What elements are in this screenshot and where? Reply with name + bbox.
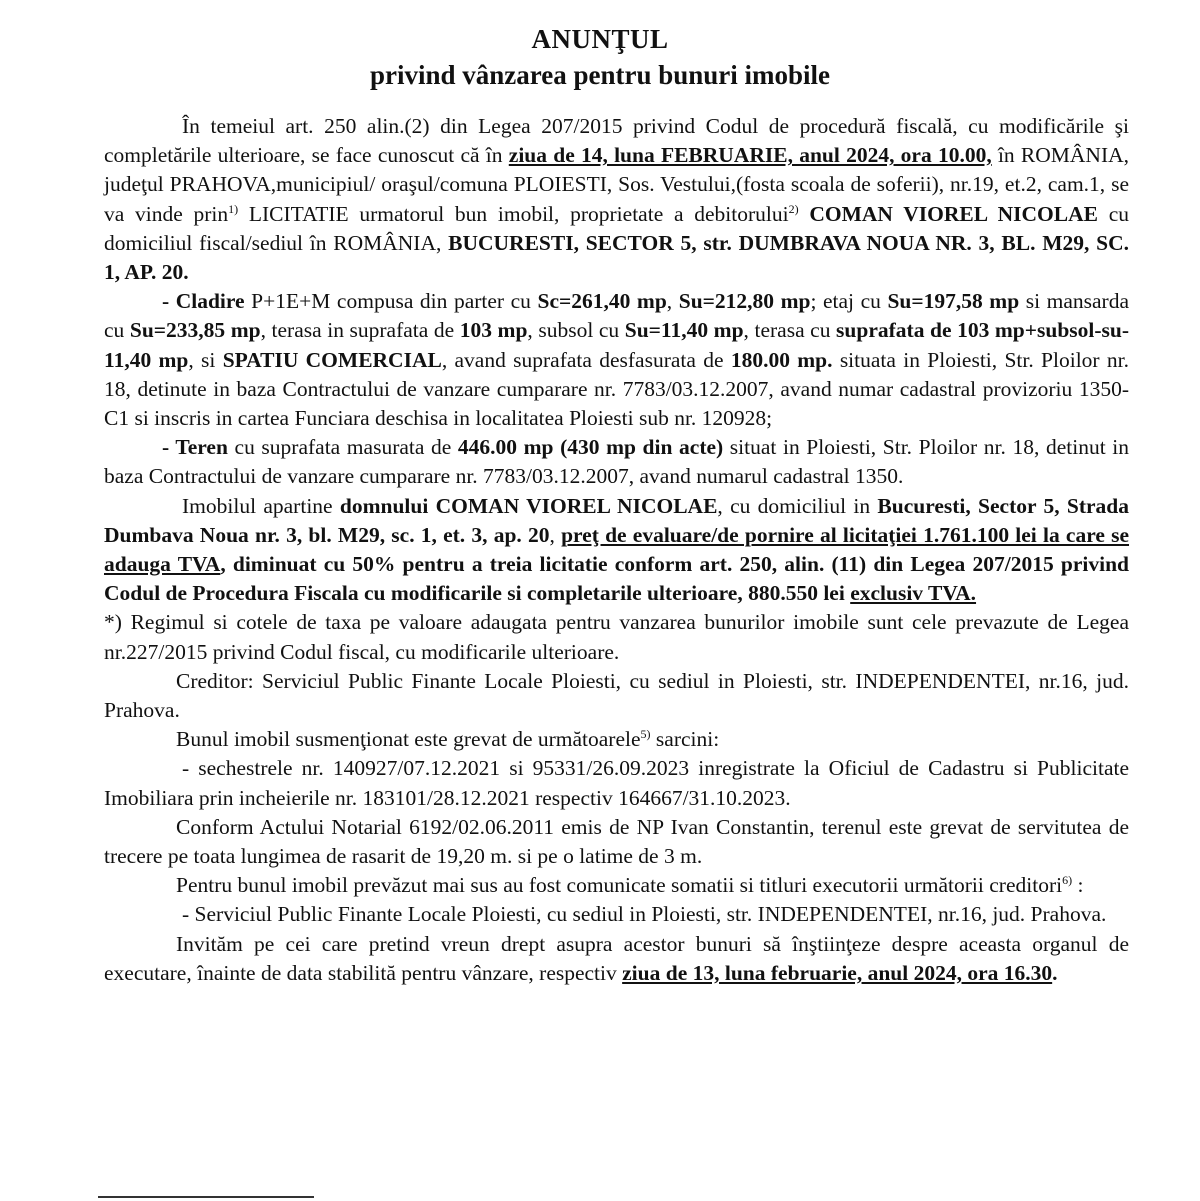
- value: Su=197,58 mp: [887, 289, 1020, 314]
- text: Invităm pe cei care pretind vreun drept asupra acestor bunuri să înştiinţeze despre aceasta organul de executare, înainte de data stabilită pentru vânzare, respectiv: [104, 931, 1129, 985]
- paragraph-seizures: - sechestrele nr. 140927/07.12.2021 si 95331/26.09.2023 inregistrate la Oficiul de Cadastru si Publicitate Imobiliara prin incheierile nr. 183101/28.12.2021 respectiv 164667/31.10.2023.: [104, 756, 1129, 810]
- value: Su=233,85 mp: [129, 318, 261, 343]
- footnote-marker: 1): [228, 201, 239, 216]
- value: 103 mp: [459, 318, 528, 343]
- paragraph-land: [104, 433, 1129, 491]
- text: , terasa in suprafata de: [260, 318, 460, 343]
- document-title: ANUNŢUL: [531, 24, 669, 54]
- text: , si: [188, 347, 223, 372]
- text: :: [1072, 873, 1084, 898]
- debtor-name: COMAN VIOREL NICOLAE: [809, 201, 1098, 226]
- text: [799, 202, 810, 226]
- text: Bunul imobil susmenţionat este grevat de următoarele: [176, 727, 641, 752]
- building-label: - Cladire: [162, 289, 245, 314]
- text: , subsol cu: [527, 318, 625, 343]
- paragraph-creditor: Creditor: Serviciul Public Finante Locale Ploiesti, cu sediul in Ploiesti, str. INDEPENDENTEI, nr.16, jud. Prahova.: [104, 668, 1129, 723]
- value: SPATIU COMERCIAL: [222, 347, 442, 372]
- text: LICITATIE urmatorul bun imobil, proprietate a debitorului: [238, 201, 789, 226]
- text: .: [1052, 960, 1058, 985]
- paragraph-creditor-list: - Serviciul Public Finante Locale Ploiesti, cu sediul in Ploiesti, str. INDEPENDENTEI, nr.16, jud. Prahova.: [182, 902, 1107, 927]
- text: cu domiciliul fiscal/sediul în ROMÂNIA,: [104, 201, 1129, 255]
- text: , terasa cu: [743, 318, 837, 343]
- land-label: - Teren: [162, 435, 228, 460]
- paragraph-vat-footnote: *) Regimul si cotele de taxa pe valoare adaugata pentru vanzarea bunurilor imobile sunt cele prevazute de Legea nr.227/2015 privind Codul fiscal, cu modificarile ulterioare.: [104, 610, 1129, 664]
- footnote-marker: 6): [1062, 873, 1073, 888]
- value: 446.00 mp (430 mp din acte): [457, 435, 724, 460]
- value: Su=212,80 mp: [678, 289, 811, 314]
- text: Imobilul apartine: [182, 493, 340, 518]
- debtor-address: BUCURESTI, SECTOR 5, str. DUMBRAVA NOUA NR. 3, BL. M29, SC. 1, AP. 20.: [104, 230, 1130, 285]
- paragraph-easement: Conform Actului Notarial 6192/02.06.2011 emis de NP Ivan Constantin, terenul este grevat de servitutea de trecere pe toata lungimea de rasarit de 19,20 m. si pe o latime de 3 m.: [104, 814, 1129, 869]
- paragraph-owner-price: [104, 492, 1129, 609]
- footnote-marker: 5): [640, 727, 651, 742]
- value: Su=11,40 mp: [624, 318, 744, 343]
- text: si mansarda cu: [104, 289, 1129, 343]
- footnote-marker: 2): [788, 201, 799, 216]
- paragraph-legal-basis: [104, 112, 1129, 287]
- text: ,: [549, 522, 562, 547]
- paragraph-encumbrances: [104, 725, 1129, 754]
- text: situata in Ploiesti, Str. Ploilor nr. 18, detinute in baza Contractului de vanzare cumparare nr. 7783/03.12.2007, avand numar cadastral provizoriu 1350-C1 si inscris in cartea Funciara deschisa in localitatea Ploiesti sub nr. 120928;: [104, 347, 1129, 431]
- owner-name: domnului COMAN VIOREL NICOLAE: [339, 493, 718, 518]
- text: ; etaj cu: [810, 289, 888, 314]
- text: În temeiul art. 250 alin.(2) din Legea 207/2015 privind Codul de procedură fiscală, cu modificările şi completările ulterioare, se face cunoscut că în: [104, 114, 1129, 168]
- deadline-date: ziua de 13, luna februarie, anul 2024, ora 16.30: [622, 960, 1053, 985]
- text: ,: [666, 289, 679, 314]
- text: situat in Ploiesti, Str. Ploilor nr. 18, detinut in baza Contractului de vanzare cumparare nr. 7783/03.12.2007, avand numarul cadastral 1350.: [104, 435, 1129, 489]
- value: 180.00 mp.: [730, 347, 833, 372]
- vat-note: exclusiv TVA.: [850, 581, 977, 606]
- text: , avand suprafata desfasurata de: [441, 347, 731, 372]
- auction-date: ziua de 14, luna FEBRUARIE, anul 2024, ora 10.00,: [508, 143, 992, 168]
- paragraph-summons: [104, 871, 1129, 900]
- text: , cu domiciliul in: [717, 493, 878, 518]
- value: suprafata de 103 mp+subsol-su-11,40 mp: [104, 318, 1130, 372]
- footnote-divider: [98, 1196, 314, 1198]
- text: Pentru bunul imobil prevăzut mai sus au fost comunicate somatii si titluri executorii următorii creditori: [176, 873, 1063, 898]
- paragraph-building: [104, 287, 1129, 433]
- text: cu suprafata masurata de: [227, 435, 458, 460]
- owner-address: Bucuresti, Sector 5, Strada Dumbava Noua nr. 3, bl. M29, sc. 1, et. 3, ap. 20: [104, 493, 1129, 547]
- text: P+1E+M compusa din parter cu: [244, 289, 538, 314]
- value: Sc=261,40 mp: [537, 289, 667, 314]
- starting-price: preţ de evaluare/de pornire al licitaţiei 1.761.100 lei la care se adauga TVA: [104, 522, 1130, 577]
- text: sarcini:: [650, 727, 720, 752]
- document-subtitle: privind vânzarea pentru bunuri imobile: [369, 60, 831, 90]
- text: în ROMÂNIA, judeţul PRAHOVA,municipiul/ oraşul/comuna PLOIESTI, Sos. Vestului,(fosta scoala de soferii), nr.19, et.2, cam.1, se va vinde prin: [104, 143, 1130, 226]
- document-body: [104, 112, 1129, 988]
- paragraph-invitation: [104, 930, 1129, 988]
- reduced-price: , diminuat cu 50% pentru a treia licitatie conform art. 250, alin. (11) din Legea 207/2015 privind Codul de Procedura Fiscala cu modificarile si completarile ulterioare, 880.550 lei: [104, 552, 1129, 606]
